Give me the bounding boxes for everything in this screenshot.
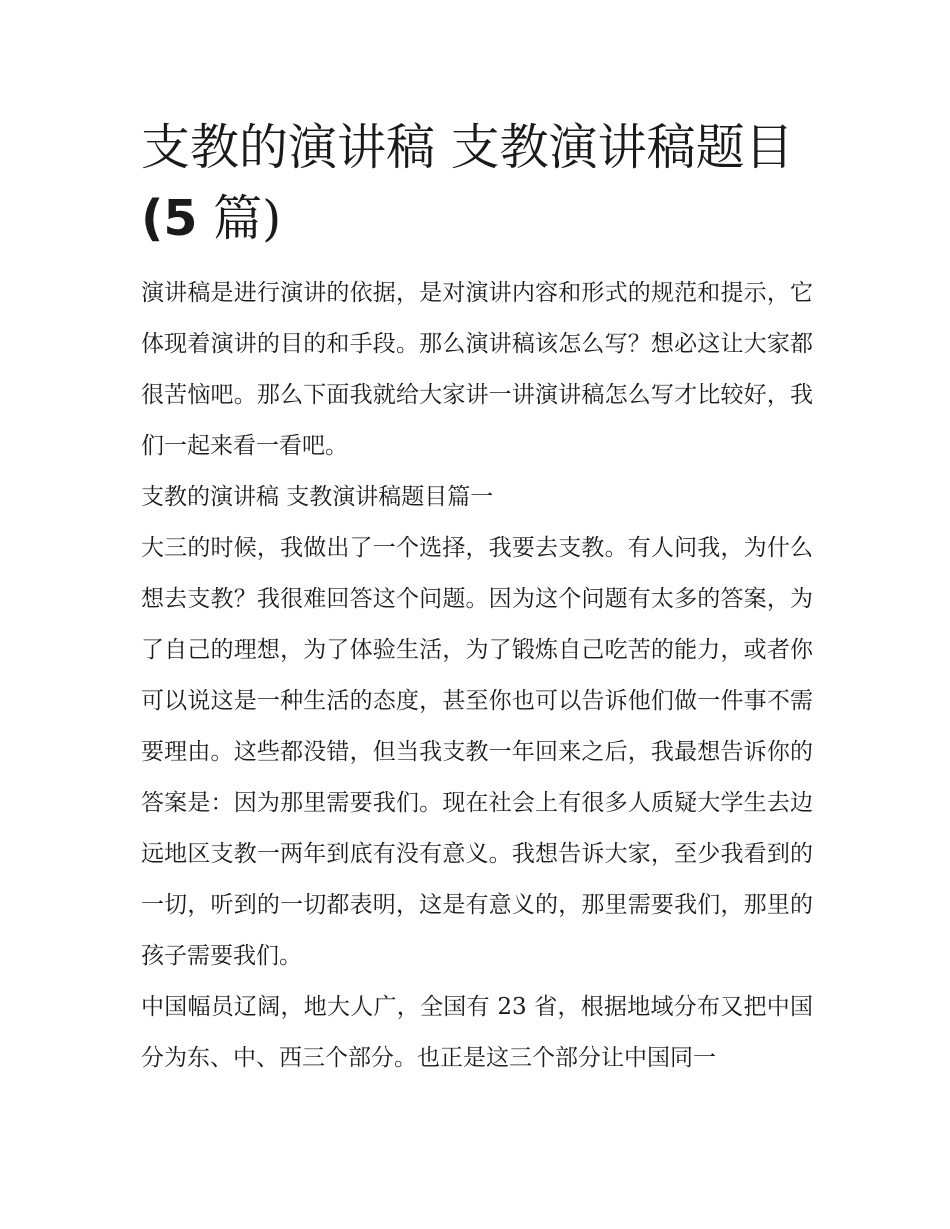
section-heading: 支教的演讲稿 支教演讲稿题目篇一: [141, 484, 494, 510]
document-title: [141, 112, 813, 254]
body-paragraph: 大三的时候，我做出了一个选择，我要去支教。有人问我，为什么想去支教？我很难回答这个问题。因为这个问题有太多的答案，为了自己的理想，为了体验生活，为了锻炼自己吃苦的能力，或者你可以说这是一种生活的态度，甚至你也可以告诉他们做一件事不需要理由。这些都没错，但当我支教一年回来之后，我最想告诉你的答案是：因为那里需要我们。现在社会上有很多人质疑大学生去边远地区支教一两年到底有没有意义。我想告诉大家，至少我看到的一切，听到的一切都表明，这是有意义的，那里需要我们，那里的孩子需要我们。: [141, 535, 813, 969]
intro-paragraph: 演讲稿是进行演讲的依据，是对演讲内容和形式的规范和提示，它体现着演讲的目的和手段。那么演讲稿该怎么写？想必这让大家都很苦恼吧。那么下面我就给大家讲一讲演讲稿怎么写才比较好，我们一起来看一看吧。: [141, 280, 813, 459]
title-count-suffix: 篇): [197, 190, 282, 247]
title-line-1: 支教的演讲稿 支教演讲稿题目: [141, 119, 794, 176]
title-count: 5: [163, 190, 198, 247]
document-page: [141, 112, 813, 1084]
body-paragraph: 中国幅员辽阔，地大人广，全国有 23 省，根据地域分布又把中国分为东、中、西三个部分。也正是这三个部分让中国同一: [141, 994, 813, 1071]
title-paren-open: (: [141, 190, 164, 247]
title-line-2: [141, 183, 813, 254]
